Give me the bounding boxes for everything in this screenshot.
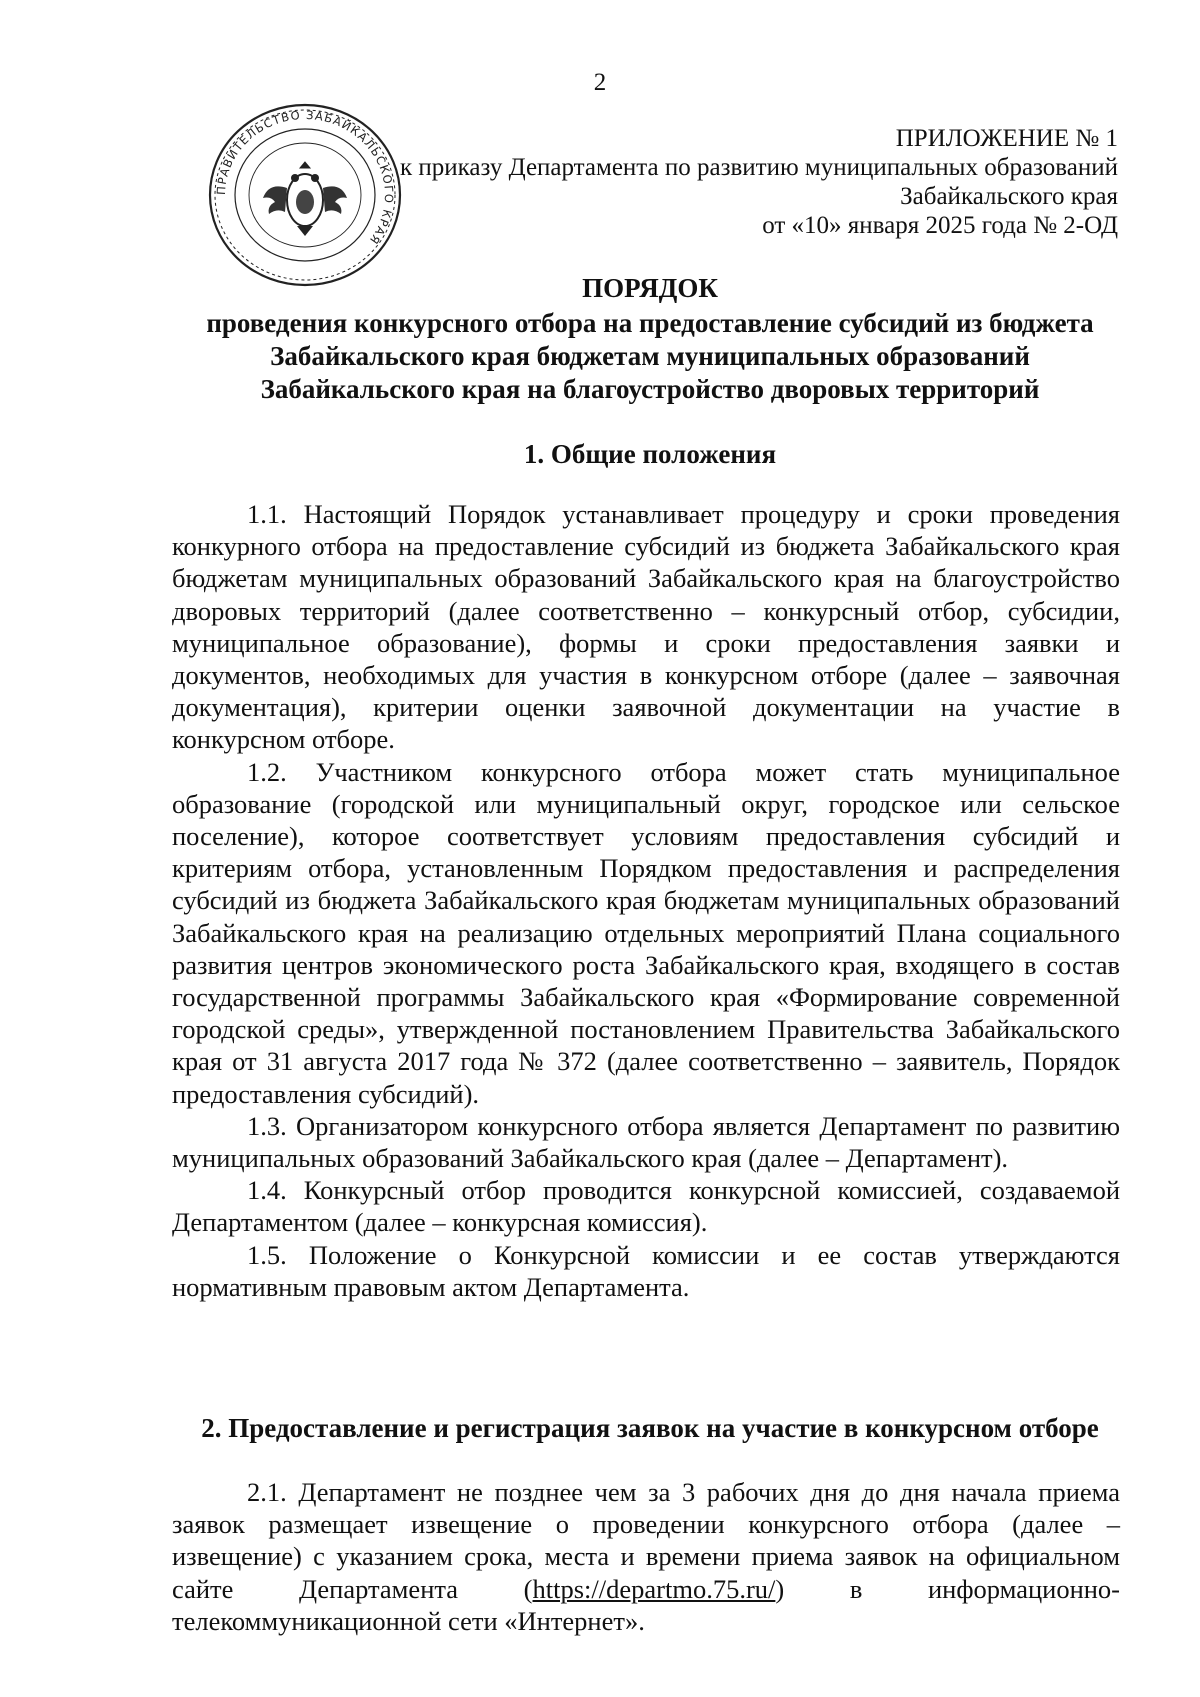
paragraph-2-1 [172, 1476, 1120, 1637]
paragraph-1-2: 1.2. Участником конкурсного отбора может стать муниципальное образование (городской или муниципальный округ, городское или сельское поселение), которое соответствует условиям предоставления субсидий и критериям отбора, установленным Порядком предоставления и распределения субсидий из бюджета Забайкальского края бюджетам муниципальных образований Забайкальского края на реализацию отдельных мероприятий Плана социального развития центров экономического роста Забайкальского края, входящего в состав государственной программы Забайкальского края «Формирование современной городской среды», утвержденной постановлением Правительства Забайкальского края от 31 августа 2017 года № 372 (далее соответственно – заявитель, Порядок предоставления субсидий). [172, 756, 1120, 1109]
paragraph-1-5: 1.5. Положение о Конкурсной комиссии и ее состав утверждаются нормативным правовым актом Департамента. [172, 1239, 1120, 1302]
appendix-date: от «10» января 2025 года № 2-ОД [762, 212, 1118, 239]
section-2-heading: 2. Предоставление и регистрация заявок на участие в конкурсном отборе [201, 1413, 1099, 1443]
seal-ring-text: ПРАВИТЕЛЬСТВО ЗАБАЙКАЛЬСКОГО КРАЯ [213, 107, 397, 248]
section-1-heading: 1. Общие положения [523, 439, 777, 469]
page-number: 2 [593, 69, 607, 96]
subtitle-line: Забайкальского края бюджетам муниципальных образований [270, 341, 1030, 371]
paragraph-2-1-text-end: ) в информационно-телекоммуникационной сети «Интернет». [172, 1573, 1121, 1636]
document-subtitle [160, 307, 1140, 406]
subtitle-line: Забайкальского края на благоустройство дворовых территорий [260, 374, 1040, 404]
departmo-website-link[interactable]: https://departmo.75.ru/ [532, 1573, 776, 1604]
paragraph-1-4: 1.4. Конкурсный отбор проводится конкурсной комиссией, создаваемой Департаментом (далее – конкурсная комиссия). [172, 1175, 1120, 1238]
section-2-body [172, 1476, 1120, 1637]
paragraph-2-1-text-start: 2.1. Департамент не позднее чем за 3 рабочих дня до дня начала приема заявок размещает извещение о проведении конкурсного отбора (далее – извещение) с указанием срока, места и времени приема заявок на официальном сайте Департамента ( [172, 1477, 1120, 1604]
appendix-order-ref: к приказу Департамента по развитию муниципальных образований [399, 154, 1118, 181]
document-title: ПОРЯДОК [582, 273, 718, 303]
appendix-number: ПРИЛОЖЕНИЕ № 1 [895, 125, 1118, 152]
section-1-body [172, 498, 1120, 1303]
appendix-region: Забайкальского края [900, 183, 1118, 210]
paragraph-1-3: 1.3. Организатором конкурсного отбора является Департамент по развитию муниципальных образований Забайкальского края (далее – Департамент). [172, 1110, 1120, 1174]
paragraph-1-1: 1.1. Настоящий Порядок устанавливает процедуру и сроки проведения конкурного отбора на предоставление субсидий из бюджета Забайкальского края бюджетам муниципальных образований Забайкальского края на благоустройство дворовых территорий (далее соответственно – конкурсный отбор, субсидии, муниципальное образование), формы и сроки предоставления заявки и документов, необходимых для участия в конкурсном отборе (далее – заявочная документация), критерии оценки заявочной документации на участие в конкурсном отборе. [172, 499, 1120, 755]
subtitle-line: проведения конкурсного отбора на предоставление субсидий из бюджета [206, 308, 1094, 338]
appendix-header [358, 124, 1118, 240]
